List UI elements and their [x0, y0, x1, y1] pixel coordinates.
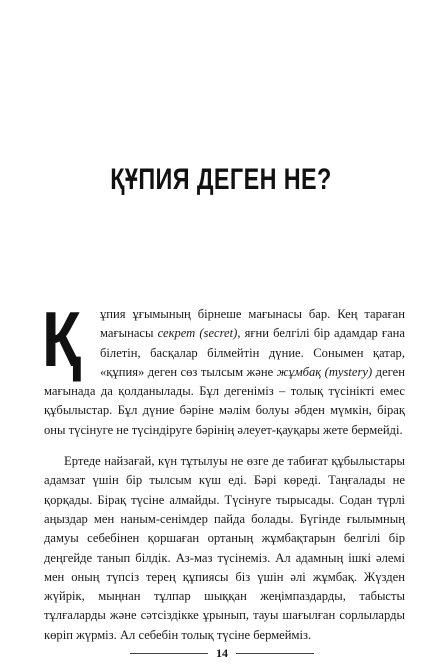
term-mystery: жұмбақ (mystery): [276, 364, 373, 379]
footer-rule-left: [130, 653, 208, 654]
paragraph-1: [42, 295, 406, 440]
page-footer: [0, 646, 442, 660]
footer-rule-right: [236, 653, 314, 654]
page-number: 14: [216, 646, 228, 660]
paragraph-1-text-mid: , яғни белгілі бір адамдар ғана білетін, басқалар білмейтін дүние. Сонымен қатар, «құпия» деген сөз тылсым және: [100, 326, 406, 379]
paragraph-1-text: ұпия ұғымының бірнеше мағынасы бар. Кең тараған мағынасы: [100, 307, 405, 341]
term-secret: секрет (secret): [157, 326, 238, 341]
drop-cap: Қ: [42, 295, 82, 383]
paragraph-2: Ертеде найзағай, күн тұтылуы не өзге де табиғат құбылыстары адамзат үшін бір тылсым күш еді. Бәрі көреді. Таңғалады не қорқады. Бірақ түсіне алмайды. Түсінуге тырысады. Содан түрлі аңыздар мен наным-сенімдер пайда болады. Бүгінде ғылымның дамуы себебінен қоршаған ортаның жұмбақтарын белгілі бір деңгейде танып білдік. Аз-маз түсінеміз. Ал адамның ішкі әлемі мен оның түпсіз терең құпиясы біз үшін әлі жұмбақ. Жүзден жүйрік, мыңнан тұлпар шыққан жеңімпаздарды, табысты тұлғаларды және сәтсіздікке ұрынып, тауы шағылған сорлыларды көріп жүрміз. Ал себебін толық түсіне бермейміз.: [44, 454, 405, 642]
chapter-title: ҚҰПИЯ ДЕГЕН НЕ?: [110, 163, 332, 196]
paragraph-1-text-end: деген мағынада да қолданылады. Бұл дегеніміз – толық түсінікті емес құбылыстар. Бұл дүние бәрінe мәлім болуы әбден мүмкін, бірақ оны түсінуге не түсіндіруге бәрінің әлеует-қауқары жете бермейді.: [44, 364, 405, 437]
body-text: [42, 295, 406, 645]
